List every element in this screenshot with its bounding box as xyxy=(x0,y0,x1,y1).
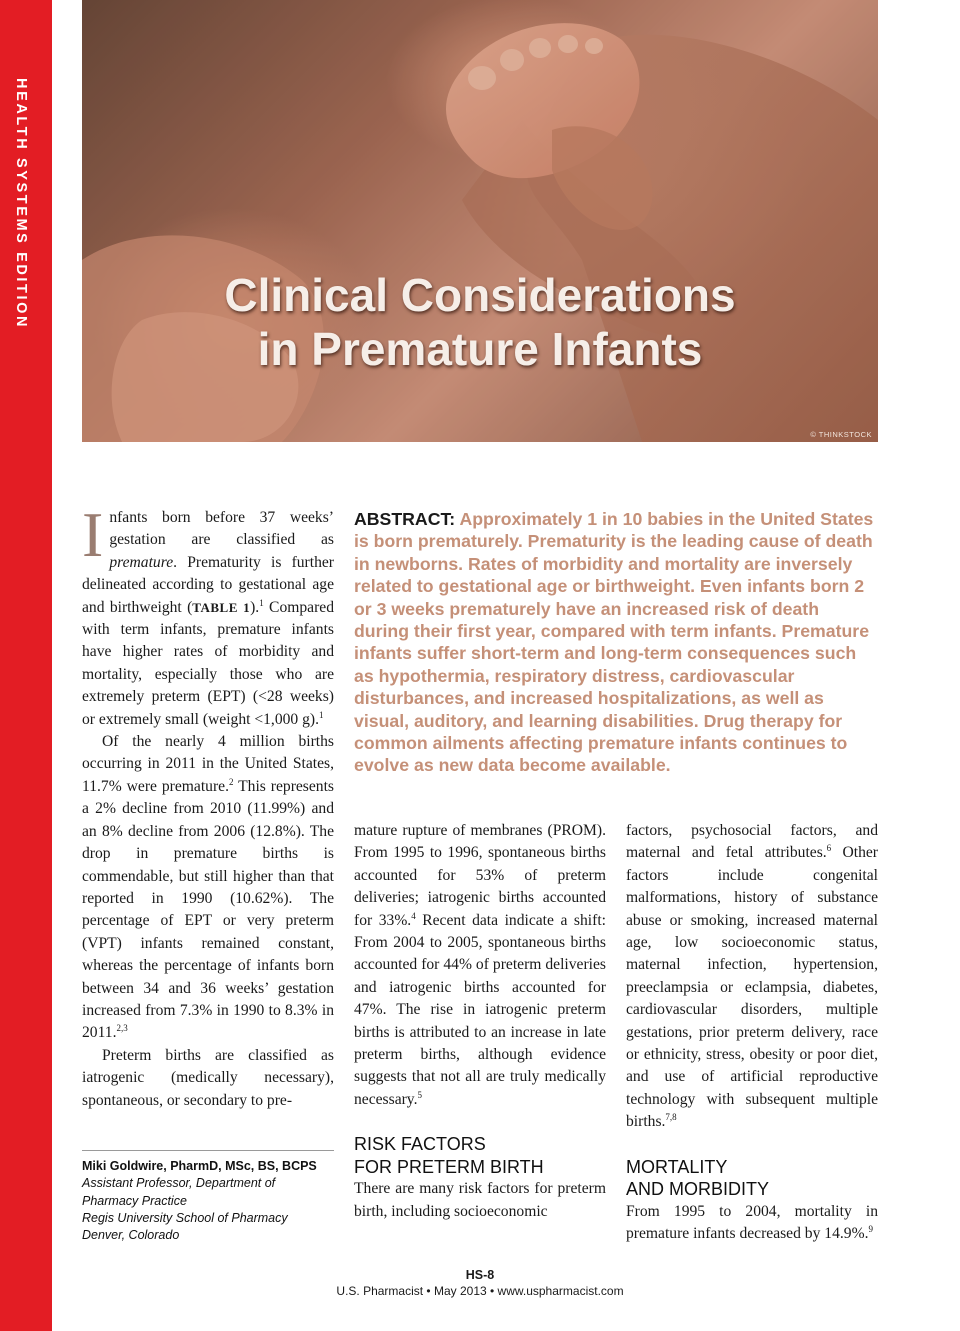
page-number: HS-8 xyxy=(465,1268,495,1282)
body-column-3 xyxy=(626,820,878,1246)
section-heading-risk-factors: RISK FACTORS FOR PRETERM BIRTH xyxy=(354,1134,544,1177)
article-title xyxy=(82,268,878,376)
citation: 4 xyxy=(411,910,416,921)
paragraph-statistics: Of the nearly 4 million births occurring in 2011 in the United States, 11.7% were premature.$^2$ This represents a 2% decline from 2010 (11.99%) and an 8% decline from 2006 (12.8%). The drop in premature births is commendable, but still higher than that reported in 1990 (10.62%). The percentage of EPT or very preterm (VPT) infants remained constant, whereas the percentage of infants born between 34 and 36 weeks’ gestation increased from 7.3% in 1990 to 8.3% in 2011.$^{2,3}$ xyxy=(82,733,334,1042)
paragraph-mortality: From 1995 to 2004, mortality in premature infants decreased by 14.9%.$^9$ xyxy=(626,1202,878,1243)
citation: 2,3 xyxy=(116,1023,128,1034)
citation: 7,8 xyxy=(665,1112,677,1123)
author-city: Denver, Colorado xyxy=(82,1228,180,1243)
author-divider xyxy=(82,1150,334,1151)
section-sidebar xyxy=(0,0,52,1331)
body-column-1 xyxy=(82,499,335,1112)
citation: 9 xyxy=(868,1224,873,1235)
paragraph-prom: mature rupture of membranes (PROM). From 1995 to 1996, spontaneous births accounted for 53% of preterm deliveries; iatrogenic births accounted for 33%.$^4$ Recent data indicate a shift: From 2004 to 2005, spontaneous births accounted for 44% of preterm deliveries and iatrogenic births accounted for 47%. The rise in iatrogenic preterm births is attributed to an increase in late preterm births, although evidence suggests that not all are truly medically necessary.$^5$ xyxy=(354,822,606,1108)
paragraph-risk-factors: There are many risk factors for preterm birth, including socioeconomic xyxy=(354,1180,606,1220)
drop-cap: I xyxy=(82,499,104,570)
abstract xyxy=(354,508,874,777)
paragraph-other-factors: factors, psychosocial factors, and maternal and fetal attributes.$^6$ Other factors include congenital malformations, history of substance abuse or smoking, increased maternal age, low socioeconomic status, maternal infection, hypertension, preeclampsia or eclampsia, diabetes, cardiovascular disorders, multiple gestations, prior preterm delivery, race or ethnicity, stress, obesity or poor diet, and use of artificial reproductive technology with subsequent multiple births.$^{7,8}$ xyxy=(626,822,879,1131)
paragraph-classification: Preterm births are classified as iatrogenic (medically necessary), spontaneous, or secondary to pre- xyxy=(82,1046,334,1109)
article-title-line1: Clinical Considerations xyxy=(224,269,736,321)
article-title-line2: in Premature Infants xyxy=(257,323,703,375)
body-column-2 xyxy=(354,820,606,1223)
author-school: Regis University School of Pharmacy xyxy=(82,1210,288,1225)
abstract-text: Approximately 1 in 10 babies in the United States is born prematurely. Prematurity is the leading cause of death in newborns. Rates of morbidity and mortality are inversely related to gestational age or birthweight. Even infants born 2 or 3 weeks prematurely have an increased risk of death during their first year, compared with term infants. Premature infants suffer short-term and long-term consequences such as hypothermia, respiratory distress, cardiovascular disturbances, and increased hospitalizations, as well as visual, auditory, and learning disabilities. Drug therapy for common ailments affecting premature infants continues to evolve as new data become available. xyxy=(354,509,874,776)
author-name: Miki Goldwire, PharmD, MSc, BS, BCPS xyxy=(82,1159,317,1173)
author-block xyxy=(82,1158,342,1244)
paragraph-intro: Infants born before 37 weeks’ gestation are classified as premature. Prematurity is further delineated according to gestational age and birthweight (TABLE 1).$^1$ Compared with term infants, premature infants have higher rates of morbidity and mortality, especially those who are extremely preterm (EPT) (<28 weeks) or extremely small (weight <1,000 g).$^1$ xyxy=(82,499,335,728)
section-heading-mortality: MORTALITY AND MORBIDITY xyxy=(626,1156,770,1200)
page-footer xyxy=(0,1267,960,1299)
citation: 1 xyxy=(319,709,324,720)
section-label: HEALTH SYSTEMS EDITION xyxy=(13,78,29,330)
citation: 5 xyxy=(417,1089,422,1100)
citation: 1 xyxy=(259,597,264,608)
publication-info: U.S. Pharmacist • May 2013 • www.uspharmacist.com xyxy=(336,1284,624,1298)
citation: 6 xyxy=(826,843,832,854)
abstract-label: ABSTRACT: xyxy=(354,509,456,529)
hero-image xyxy=(82,0,878,442)
citation: 2 xyxy=(228,776,234,787)
table-reference: TABLE 1 xyxy=(192,599,251,615)
photo-credit: © THINKSTOCK xyxy=(810,430,872,439)
author-title-line2: Pharmacy Practice xyxy=(82,1193,187,1208)
author-title-line1: Assistant Professor, Department of xyxy=(82,1176,276,1191)
